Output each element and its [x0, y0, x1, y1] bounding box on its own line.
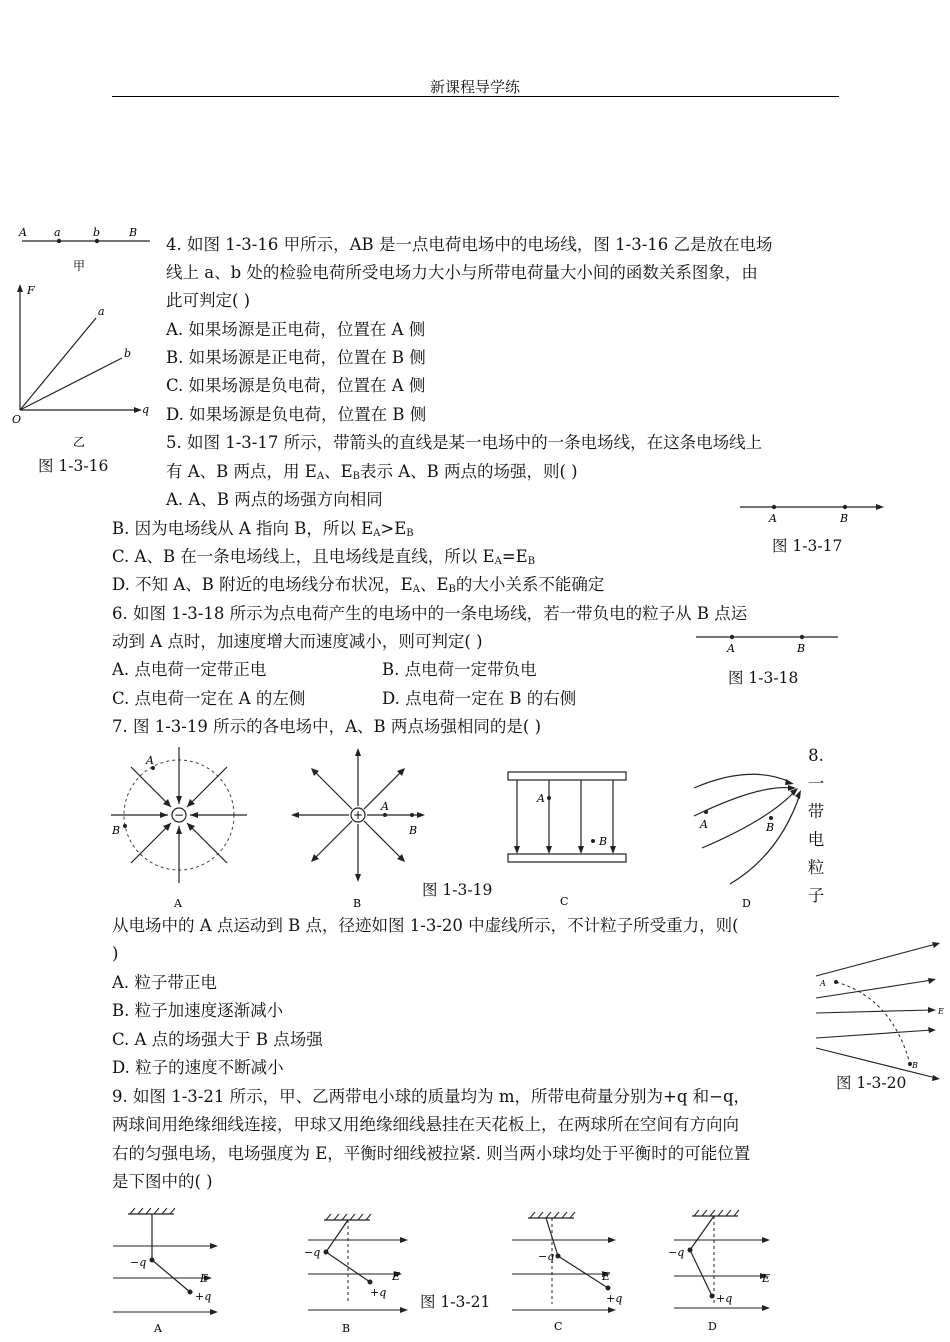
fig16-line-b: b: [124, 347, 132, 360]
fig21-caption: 图 1-3-21: [420, 1293, 491, 1311]
fig18-caption: 图 1-3-18: [728, 669, 799, 687]
q4-line-3: 此可判定( ): [166, 291, 251, 310]
page-header: 新课程导学练: [429, 78, 520, 96]
q4-option-c: C. 如果场源是负电荷，位置在 A 侧: [166, 376, 426, 395]
q8-vertical-text: 8. 一 带 电 粒 子: [807, 746, 825, 905]
q5-line-2: 有 A、B 两点，用 $E_A$、$E_B$表示 A、B 两点的场强，则( ): [166, 462, 578, 482]
q6-line-1: 6. 如图 1-3-18 所示为点电荷产生的电场中的一条电场线，若一带负电的粒子从 B 点运: [112, 604, 748, 623]
fig21-panel-A: [113, 1208, 218, 1335]
q5-line-1: 5. 如图 1-3-17 所示，带箭头的直线是某一电场中的一条电场线，在这条电场线上: [166, 433, 763, 452]
fig21-B-pq: +q: [370, 1286, 387, 1299]
fig21-A-pq: +q: [195, 1290, 212, 1303]
q9-line-1: 9. 如图 1-3-21 所示，甲、乙两带电小球的质量均为 m，所带电荷量分别为+q 和−q，: [112, 1087, 751, 1106]
fig21-A-E: E: [200, 1272, 209, 1285]
q4-option-d: D. 如果场源是负电荷，位置在 B 侧: [166, 405, 427, 424]
fig19-caption: 图 1-3-19: [422, 881, 493, 899]
fig19-label-C: C: [560, 895, 569, 908]
fig16-origin: O: [12, 413, 22, 426]
fig18-B: B: [797, 642, 806, 655]
q4-option-a: A. 如果场源是正电荷，位置在 A 侧: [166, 320, 426, 339]
fig19-A-pa: A: [146, 754, 154, 767]
q8-option-d: D. 粒子的速度不断减小: [112, 1058, 284, 1077]
figure-1-3-17: [738, 498, 888, 528]
q6-option-c: C. 点电荷一定在 A 的左侧: [112, 689, 306, 708]
fig20-A: A: [820, 979, 826, 988]
fig21-panel-C: [512, 1212, 622, 1333]
figure-1-3-21: [108, 1204, 788, 1334]
fig21-label-D: D: [708, 1320, 717, 1333]
q6-option-b: B. 点电荷一定带负电: [382, 660, 537, 679]
q9-line-4: 是下图中的( ): [112, 1172, 213, 1191]
fig17-B: B: [840, 512, 849, 525]
fig17-caption: 图 1-3-17: [772, 537, 843, 555]
fig16-label-B: B: [129, 226, 138, 239]
fig16-label-a: a: [54, 226, 61, 239]
fig19-C-pb: B: [599, 835, 608, 848]
fig19-C-pa: A: [537, 792, 545, 805]
fig21-B-mq: −q: [304, 1246, 321, 1259]
fig17-A: A: [769, 512, 777, 525]
q6-option-d: D. 点电荷一定在 B 的右侧: [382, 689, 577, 708]
q8-option-b: B. 粒子加速度逐渐减小: [112, 1001, 284, 1020]
fig21-A-mq: −q: [130, 1256, 147, 1269]
fig19-label-D: D: [742, 897, 751, 910]
q4-option-b: B. 如果场源是正电荷，位置在 B 侧: [166, 348, 426, 367]
fig16-line-a: a: [98, 305, 105, 318]
q8-line-2: ): [112, 944, 119, 963]
fig20-B: B: [912, 1061, 918, 1070]
fig19-A-minus: −: [174, 808, 185, 822]
q5-option-b: B. 因为电场线从 A 指向 B，所以 $E_A>E_B$: [112, 519, 414, 539]
fig21-C-E: E: [602, 1270, 611, 1283]
fig16-axis-F: F: [27, 284, 35, 297]
fig19-panel-A: [111, 747, 247, 910]
figure-1-3-16: [12, 222, 162, 462]
fig19-A-pb: B: [112, 824, 121, 837]
fig21-label-B: B: [342, 1322, 351, 1335]
fig19-B-plus: +: [353, 808, 364, 822]
fig18-A: A: [727, 642, 735, 655]
q6-line-2: 动到 A 点时，加速度增大而速度减小，则可判定( ): [112, 632, 483, 651]
q4-line-2: 线上 a、b 处的检验电荷所受电场力大小与所带电荷量大小间的函数关系图象，由: [166, 263, 758, 282]
fig16-caption: 图 1-3-16: [38, 457, 109, 475]
fig21-C-pq: +q: [606, 1292, 623, 1305]
fig21-D-E: E: [762, 1272, 771, 1285]
fig16-label-b: b: [93, 226, 101, 239]
q9-line-3: 右的匀强电场，电场强度为 E，平衡时细线被拉紧. 则当两小球均处于平衡时的可能位置: [112, 1144, 751, 1163]
fig21-label-A: A: [154, 1322, 162, 1335]
q6-option-a: A. 点电荷一定带正电: [112, 660, 267, 679]
fig19-D-pb: B: [766, 821, 775, 834]
figure-1-3-20: [812, 938, 942, 1088]
fig20-caption: 图 1-3-20: [836, 1074, 907, 1092]
fig21-label-C: C: [554, 1320, 563, 1333]
fig19-label-A: A: [174, 897, 182, 910]
fig20-E: E: [938, 1007, 944, 1016]
q9-line-2: 两球间用绝缘细线连接，甲球又用绝缘细线悬挂在天花板上，在两球所在空间有方向向: [112, 1115, 739, 1134]
fig16-sub-yi: 乙: [73, 435, 86, 449]
q7-line: 7. 图 1-3-19 所示的各电场中，A、B 两点场强相同的是( ): [112, 717, 542, 736]
q5-option-a: A. A、B 两点的场强方向相同: [166, 490, 383, 509]
q4-line-1: 4. 如图 1-3-16 甲所示，AB 是一点电荷电场中的电场线，图 1-3-16 乙是放在电场: [166, 235, 773, 254]
fig21-C-mq: −q: [538, 1250, 555, 1263]
q8-option-c: C. A 点的场强大于 B 点场强: [112, 1030, 323, 1049]
fig21-D-mq: −q: [668, 1246, 685, 1259]
q8-option-a: A. 粒子带正电: [112, 973, 217, 992]
fig19-panel-B: [291, 748, 425, 910]
figure-1-3-18: [696, 628, 846, 656]
fig21-D-pq: +q: [716, 1292, 733, 1305]
header-rule: [112, 96, 839, 97]
fig19-panel-C: [508, 772, 626, 908]
fig21-panel-D: [668, 1210, 770, 1333]
fig21-B-E: E: [392, 1270, 401, 1283]
fig19-label-B: B: [353, 897, 362, 910]
fig19-B-pb: B: [409, 824, 418, 837]
q8-line-1: 从电场中的 A 点运动到 B 点，径迹如图 1-3-20 中虚线所示，不计粒子所受重力，则(: [112, 916, 739, 935]
fig19-D-pa: A: [700, 818, 708, 831]
q5-option-d: D. 不知 A、B 附近的电场线分布状况，$E_A$、$E_B$的大小关系不能确定: [112, 575, 605, 595]
fig19-B-pa: A: [381, 800, 389, 813]
fig16-label-A: A: [19, 226, 27, 239]
fig19-panel-D: [694, 774, 801, 910]
fig16-sub-jia: 甲: [73, 259, 86, 273]
fig16-axis-q: q: [142, 403, 150, 416]
q5-option-c: C. A、B 在一条电场线上，且电场线是直线，所以 $E_A=E_B$: [112, 547, 536, 567]
fig21-panel-B: [304, 1214, 408, 1335]
